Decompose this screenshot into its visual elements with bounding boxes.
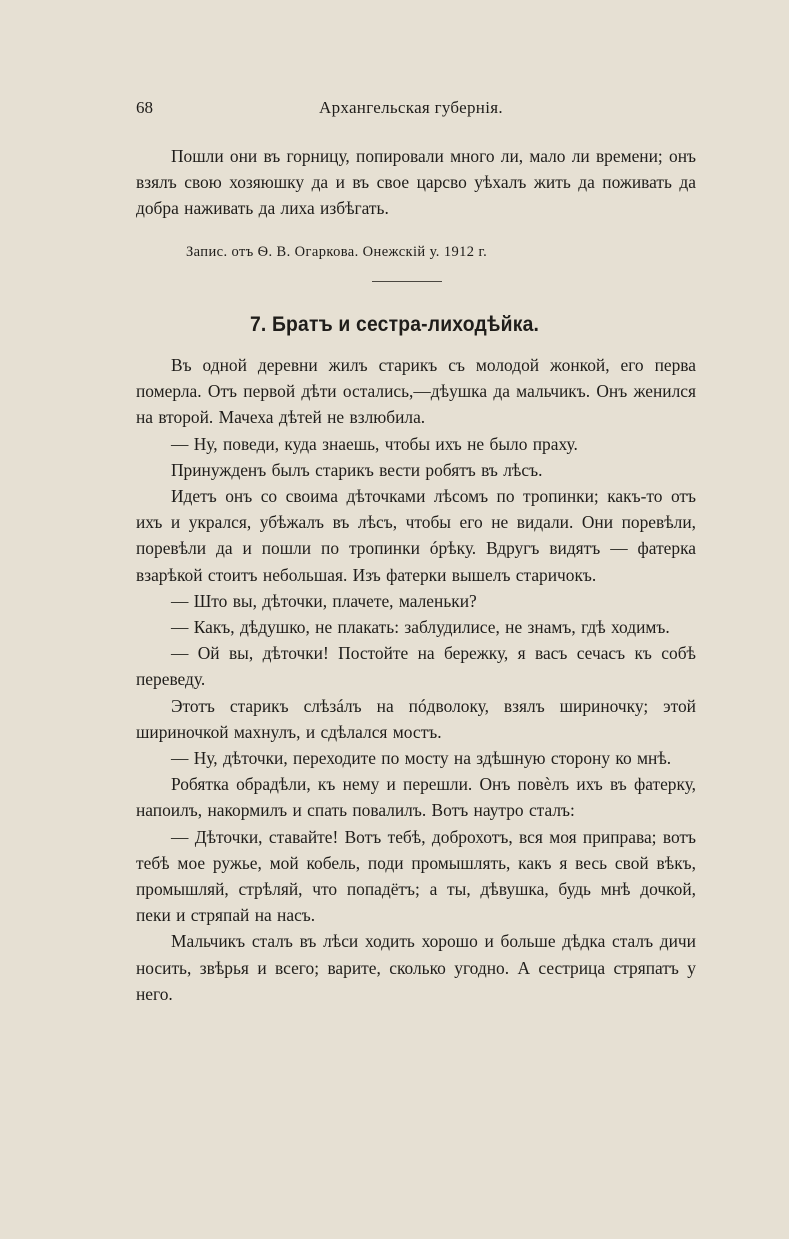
paragraph: Мальчикъ сталъ въ лѣси ходить хорошо и больше дѣдка сталъ дичи носить, звѣрья и всего; варите, сколько угодно. А сестрица стряпатъ у него.	[136, 931, 696, 1004]
paragraph: Пошли они въ горницу, попировали много ли, мало ли времени; онъ взялъ свою хозяюшку да и въ свое царсво уѣхалъ жить да поживать да добра наживать да лиха избѣгать.	[136, 146, 696, 219]
paragraph: — Ну, поведи, куда знаешь, чтобы ихъ не было праху.	[171, 433, 578, 454]
tale-title: 7. Братъ и сестра-лиходѣйка.	[249, 313, 540, 336]
previous-tale-ending	[136, 143, 696, 222]
paragraph: — Дѣточки, ставайте! Вотъ тебѣ, доброхотъ, вся моя приправа; вотъ тебѣ мое ружье, мой кобель, поди промышлять, какъ я весь свой вѣкъ, промышляй, стрѣляй, что попадётъ; а ты, дѣвушка, будь мнѣ дочкой, пеки и стряпай на насъ.	[136, 826, 696, 926]
paragraph: Робятка обрадѣли, къ нему и перешли. Онъ повѐлъ ихъ въ фатерку, напоилъ, накормилъ и спать повалилъ. Вотъ наутро сталъ:	[136, 774, 696, 821]
paragraph: Этотъ старикъ слѣзáлъ на пóдволоку, взялъ шириночку; этой шириночкой махнулъ, и сдѣлался мостъ.	[136, 695, 696, 742]
section-divider	[372, 281, 442, 282]
paragraph: — Ой вы, дѣточки! Постойте на бережку, я васъ сечасъ къ собѣ переведу.	[136, 643, 696, 690]
tale-body	[136, 352, 696, 1007]
paragraph: Принужденъ былъ старикъ вести робятъ въ лѣсъ.	[171, 459, 543, 480]
paragraph: Идетъ онъ со своима дѣточками лѣсомъ по тропинки; какъ-то отъ ихъ и укрался, убѣжалъ въ лѣсъ, чтобы его не видали. Они поревѣли, поревѣли да и пошли по тропинки óрѣку. Вдругъ видятъ — фатерка взарѣкой стоитъ небольшая. Изъ фатерки вышелъ старичокъ.	[136, 486, 696, 585]
paragraph: — Што вы, дѣточки, плачете, маленьки?	[171, 590, 477, 611]
attribution: Запис. отъ Ѳ. В. Огаркова. Онежскій у. 1912 г.	[186, 244, 488, 260]
page-header	[136, 98, 693, 124]
running-title: Архангельская губернія.	[319, 98, 503, 117]
page-number: 68	[136, 98, 153, 117]
paragraph: — Ну, дѣточки, переходите по мосту на здѣшную сторону ко мнѣ.	[171, 748, 672, 769]
paragraph: — Какъ, дѣдушко, не плакать: заблудилисе, не знамъ, гдѣ ходимъ.	[171, 617, 670, 638]
paragraph: Въ одной деревни жилъ старикъ съ молодой жонкой, его перва померла. Отъ первой дѣти остались,—дѣушка да мальчикъ. Онъ женился на второй. Мачеха дѣтей не взлюбила.	[136, 355, 696, 428]
